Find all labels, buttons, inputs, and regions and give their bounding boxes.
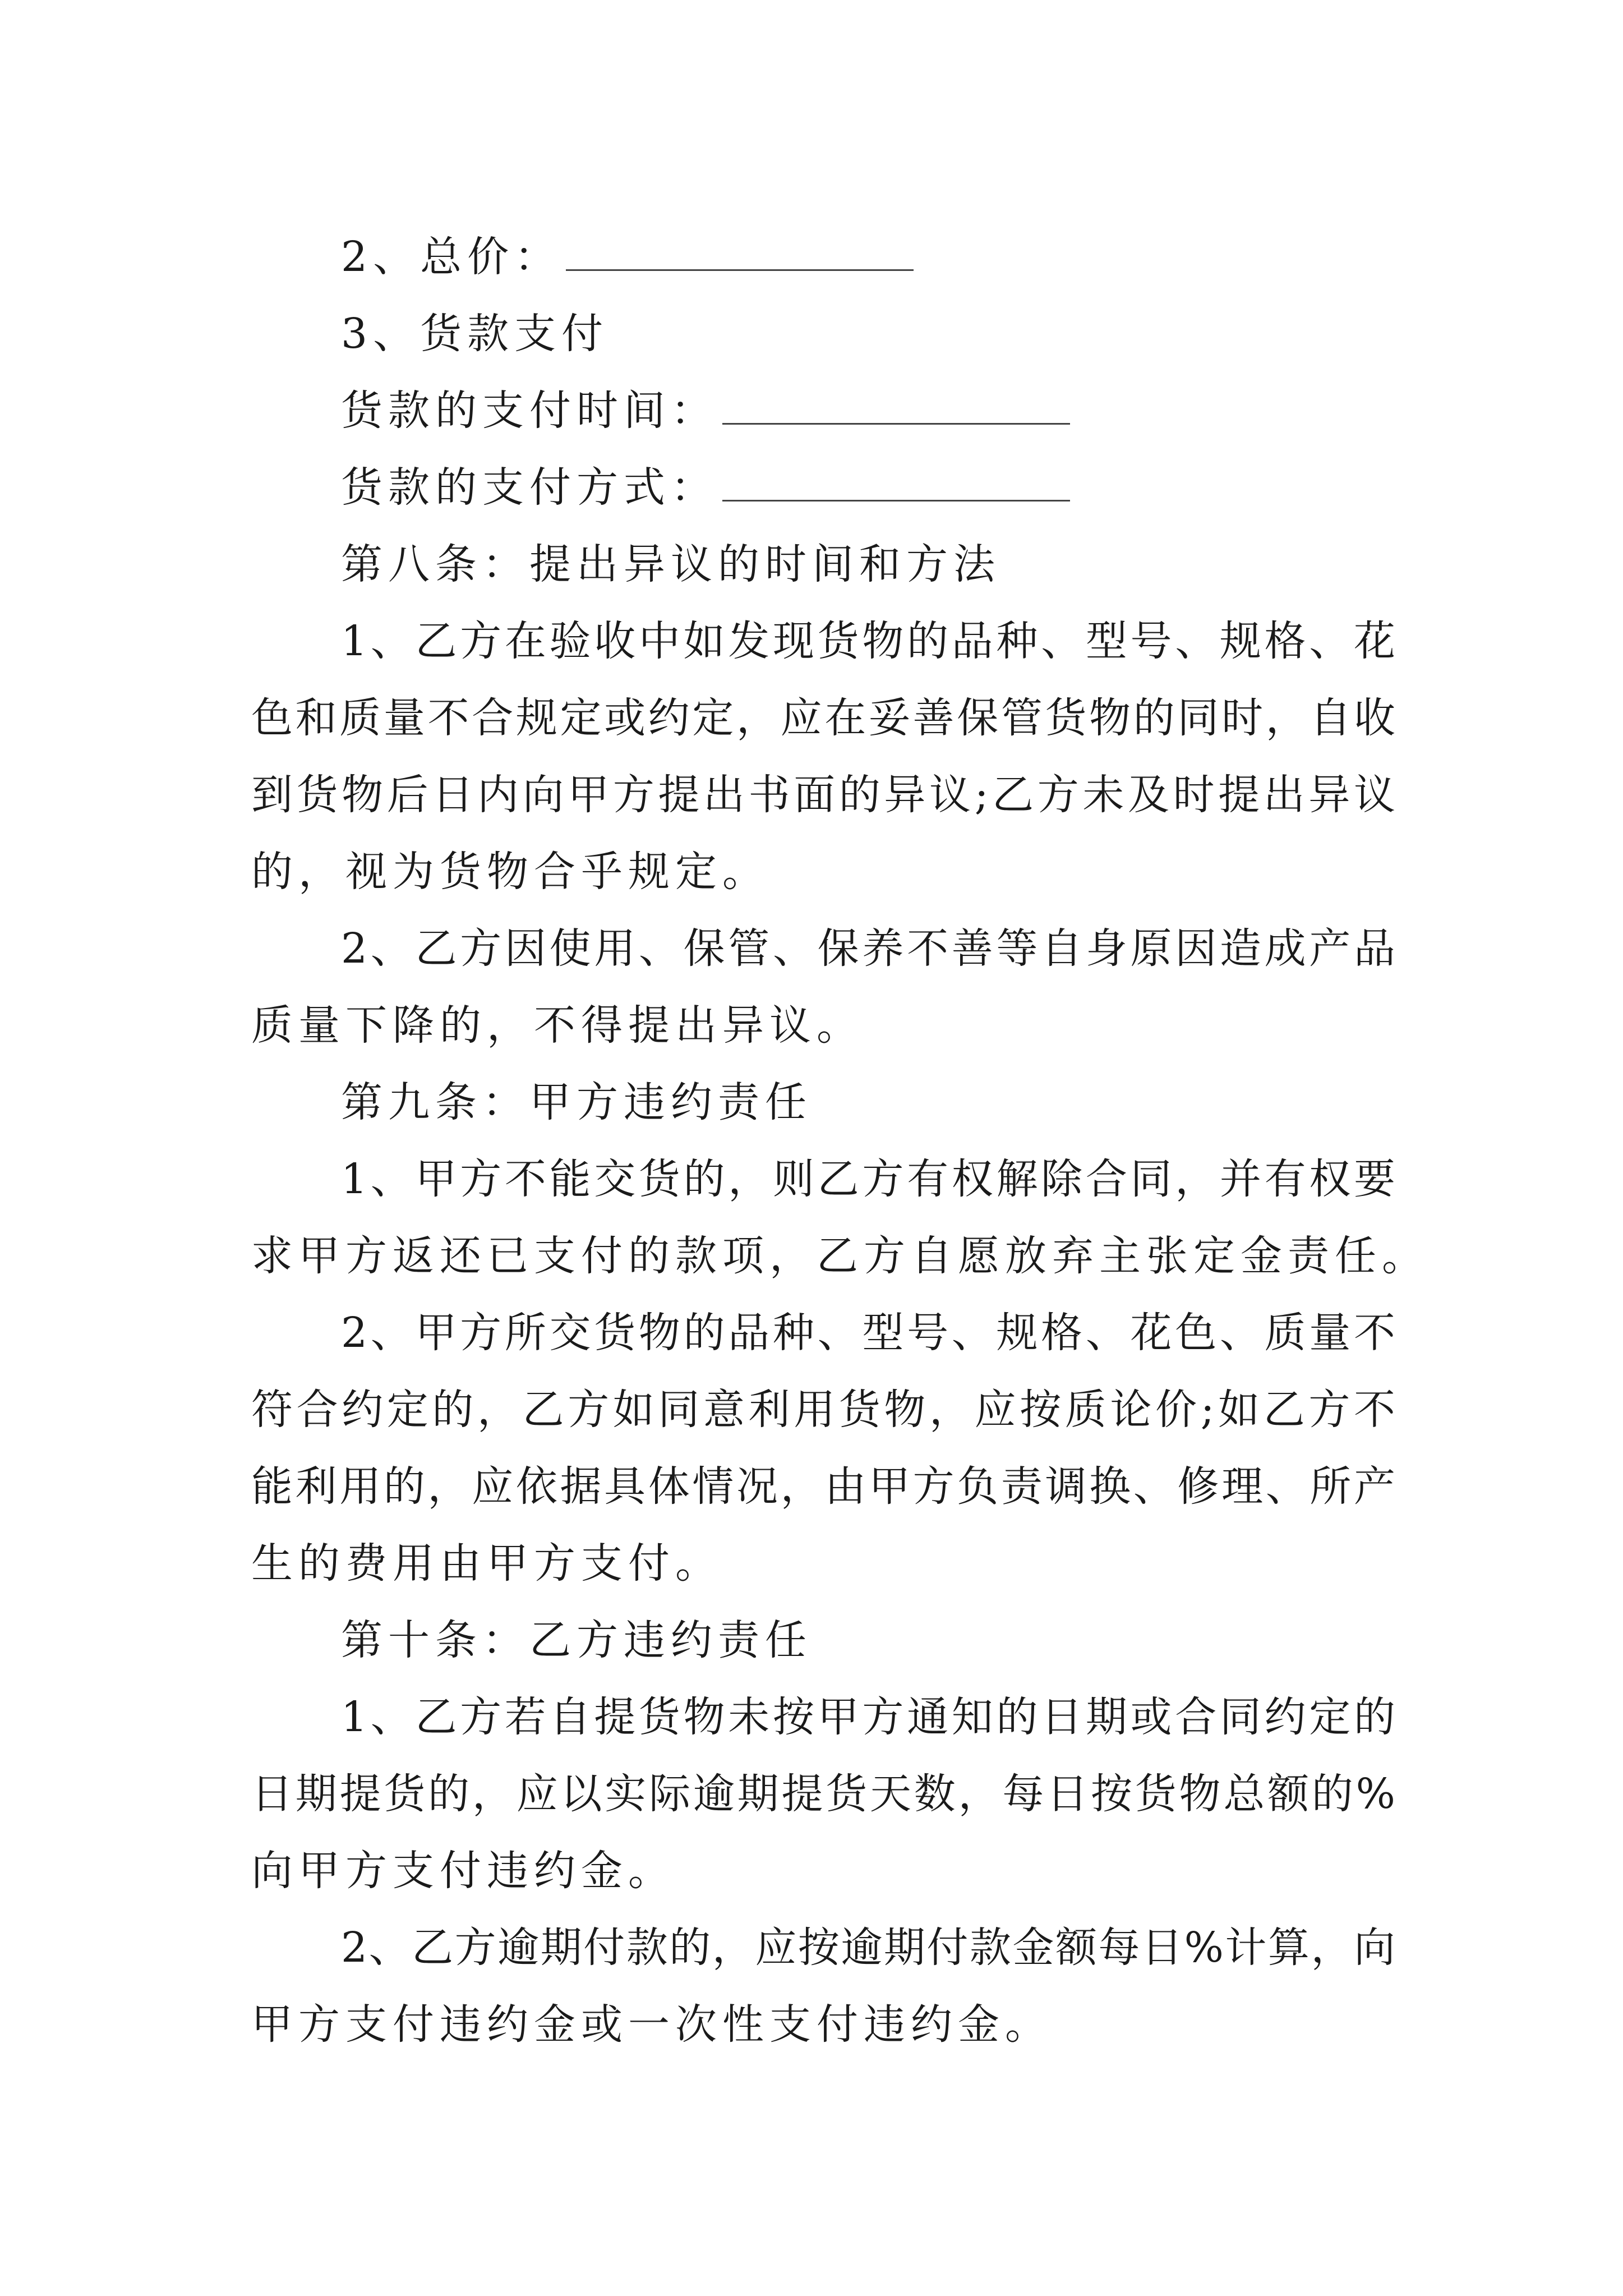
payment-method-line [251,449,1395,526]
line-text: 2、总价： [341,233,562,281]
payment-heading [251,296,1395,372]
paragraph-line: 2、乙方因使用、保管、保养不善等自身原因造成产品 [341,924,1395,973]
paragraph-line: 日期提货的，应以实际逾期提货天数，每日按货物总额的% [251,1770,1395,1818]
paragraph-line: 求甲方返还已支付的款项，乙方自愿放弃主张定金责任。 [251,1232,1429,1280]
paragraph-line: 生的费用由甲方支付。 [251,1539,722,1588]
line-text: 第十条：乙方违约责任 [341,1616,812,1664]
paragraph-line: 质量下降的，不得提出异议。 [251,1001,864,1050]
article-10-heading [251,1602,1395,1679]
line-text: 货款的支付方式： [341,463,718,512]
document-page [251,219,1429,2063]
line-text: 第九条：甲方违约责任 [341,1078,812,1126]
paragraph-line: 2、甲方所交货物的品种、型号、规格、花色、质量不 [341,1309,1395,1357]
paragraph-line: 向甲方支付违约金。 [251,1847,675,1895]
paragraph-line: 的，视为货物合乎规定。 [251,848,769,896]
article-9-heading [251,1064,1395,1141]
line-text: 货款的支付时间： [341,386,718,435]
paragraph-line: 色和质量不合规定或约定，应在妥善保管货物的同时，自收 [251,694,1395,742]
paragraph-line: 2、乙方逾期付款的，应按逾期付款金额每日%计算，向 [341,1924,1395,1972]
paragraph-line: 1、甲方不能交货的，则乙方有权解除合同，并有权要 [341,1155,1395,1203]
paragraph-line: 到货物后日内向甲方提出书面的异议;乙方未及时提出异议 [251,771,1395,819]
paragraph-line: 能利用的，应依据具体情况，由甲方负责调换、修理、所产 [251,1462,1395,1511]
total-price-line [251,219,1395,296]
payment-method-blank [722,466,1070,501]
paragraph-line: 1、乙方若自提货物未按甲方通知的日期或合同约定的 [341,1693,1395,1741]
paragraph-line: 甲方支付违约金或一次性支付违约金。 [251,2000,1052,2049]
total-price-blank [566,236,914,271]
article-8-heading [251,526,1395,603]
payment-time-blank [722,389,1070,425]
line-text: 第八条：提出异议的时间和方法 [341,540,1000,588]
line-text: 3、货款支付 [341,310,609,358]
payment-time-line [251,372,1395,449]
paragraph-line: 符合约定的，乙方如同意利用货物，应按质论价;如乙方不 [251,1386,1395,1434]
paragraph-line: 1、乙方在验收中如发现货物的品种、型号、规格、花 [341,617,1395,665]
